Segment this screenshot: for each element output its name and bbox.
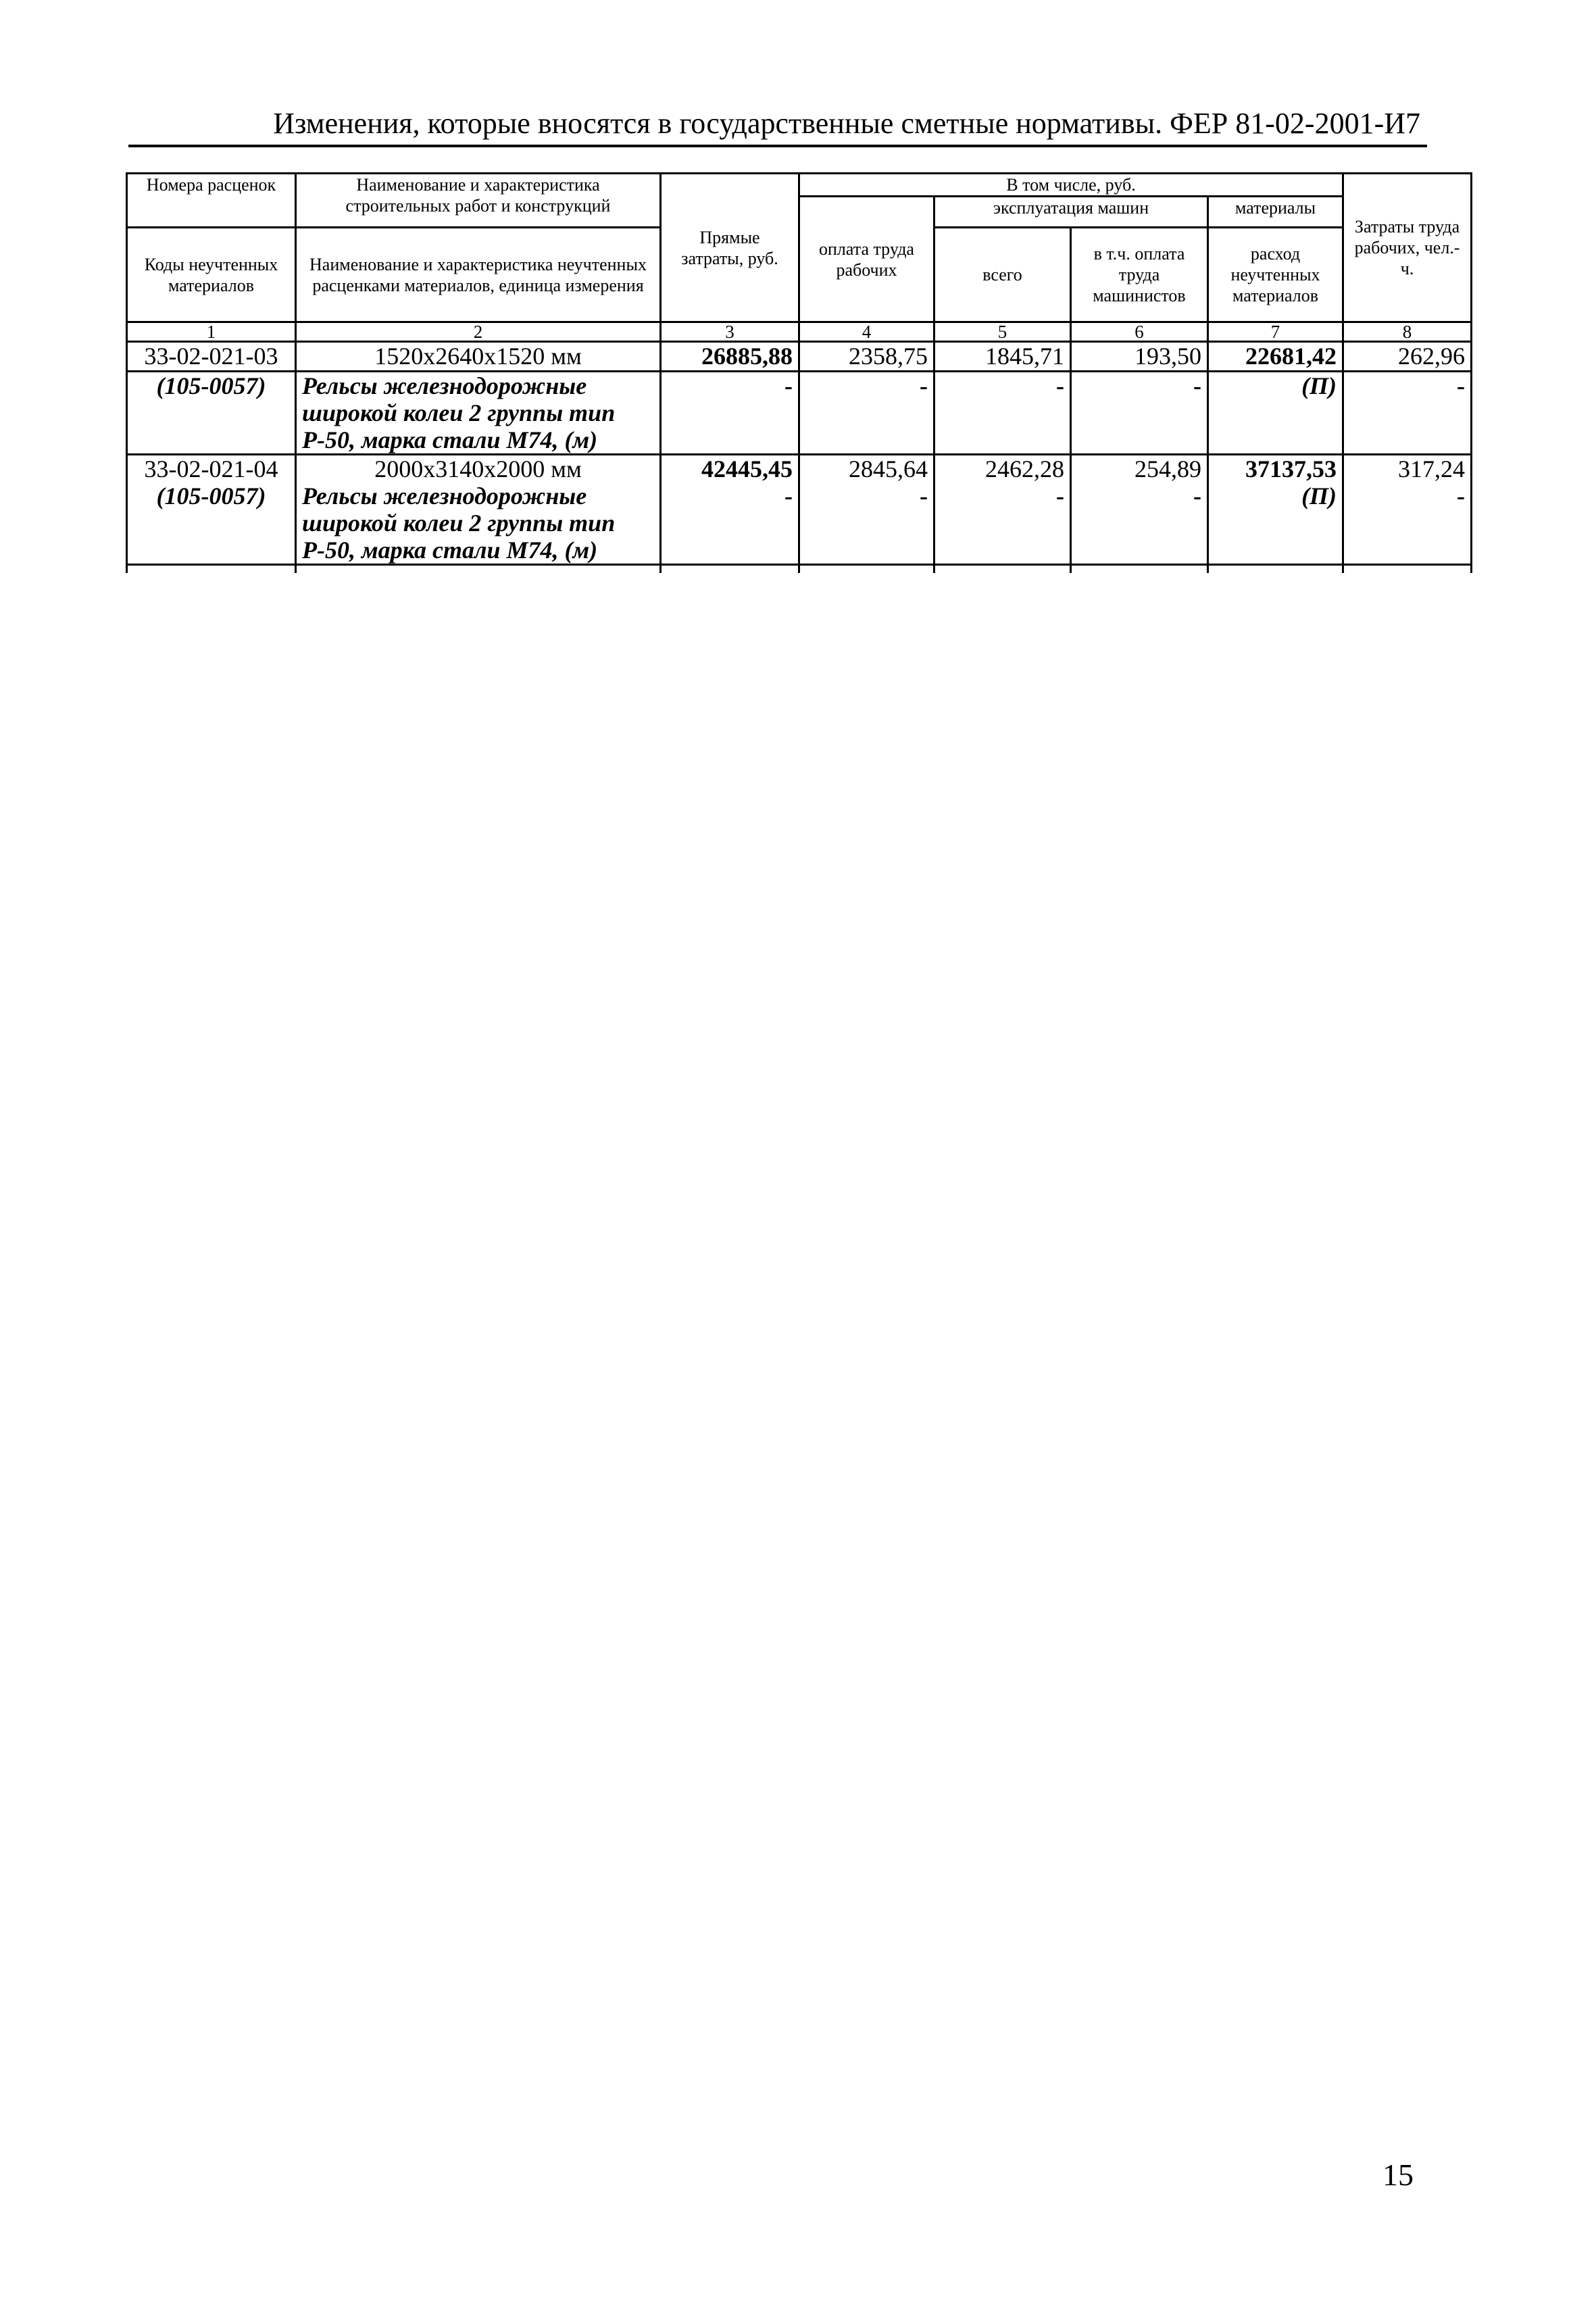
material-labor-hours: - [1343,372,1472,455]
col-number: 2 [296,322,661,342]
col-number: 3 [661,322,799,342]
material-machines-total: - [934,372,1071,455]
material-machinist-pay: - [1071,372,1208,455]
table-row [127,342,1472,372]
header-material-names: Наименование и характеристика неучтенных расценками материалов, единица измерения [296,228,661,322]
machinist-pay: 254,89 [1134,455,1201,482]
rate-code: 33-02-021-03 [127,342,296,372]
work-name-block [296,455,661,565]
worker-pay: 2845,64 [849,455,928,482]
header-materials: материалы [1208,197,1343,228]
material-machines-total: - [1056,482,1064,509]
direct-costs: 42445,45 [701,455,793,482]
table-row [127,455,1472,565]
rate-code: 33-02-021-04 [144,455,278,482]
header-title: Изменения, которые вносятся в государственные сметные нормативы. ФЕР 81-02-2001-И7 [273,107,1420,140]
header-labor-hours: Затраты труда рабочих, чел.-ч. [1343,174,1472,322]
materials-cost: 22681,42 [1208,342,1343,372]
header-material-usage: расход неучтенных материалов [1208,228,1343,322]
header-rate-numbers: Номера расценок [127,174,296,228]
header-worker-pay: оплата труда рабочих [799,197,934,322]
table-row-material [127,372,1472,455]
col-number: 1 [127,322,296,342]
machinist-pay-block [1071,455,1208,565]
material-code: (105-0057) [156,482,266,509]
page-number: 15 [1382,2158,1414,2192]
header-group: В том числе, руб. [799,174,1343,197]
rates-table [126,172,1472,573]
header-machinist-pay: в т.ч. оплата труда машинистов [1071,228,1208,322]
direct-costs-block [661,455,799,565]
rate-code-block [127,455,296,565]
material-worker-pay: - [799,372,934,455]
material-worker-pay: - [920,482,928,509]
work-name: 2000x3140x2000 мм [374,455,582,482]
col-number: 8 [1343,322,1472,342]
materials-cost: 37137,53 [1245,455,1337,482]
direct-costs: 26885,88 [661,342,799,372]
machines-total-block [934,455,1071,565]
work-name: 1520x2640x1520 мм [296,342,661,372]
header-row-1 [127,174,1472,197]
material-direct: - [661,372,799,455]
table-tail-row [127,565,1472,573]
machines-total: 2462,28 [985,455,1064,482]
material-usage-mark: (П) [1208,372,1343,455]
header-machines: эксплуатация машин [934,197,1208,228]
worker-pay: 2358,75 [799,342,934,372]
material-description: Рельсы железнодорожные широкой колеи 2 группы тип Р-50, марка стали М74, (м) [302,482,616,564]
materials-block [1208,455,1343,565]
material-usage-mark: (П) [1301,482,1337,509]
col-number: 5 [934,322,1071,342]
labor-hours: 262,96 [1343,342,1472,372]
column-numbers-row [127,322,1472,342]
col-number: 4 [799,322,934,342]
header-material-codes: Коды неучтенных материалов [127,228,296,322]
header-direct-costs: Прямые затраты, руб. [661,174,799,322]
material-description: Рельсы железнодорожные широкой колеи 2 группы тип Р-50, марка стали М74, (м) [296,372,661,455]
header-machines-total: всего [934,228,1071,322]
machines-total: 1845,71 [934,342,1071,372]
material-code: (105-0057) [127,372,296,455]
header-work-name: Наименование и характеристика строительных работ и конструкций [296,174,661,228]
labor-hours: 317,24 [1398,455,1466,482]
col-number: 6 [1071,322,1208,342]
col-number: 7 [1208,322,1343,342]
material-machinist-pay: - [1193,482,1201,509]
material-labor-hours: - [1457,482,1466,509]
labor-hours-block [1343,455,1472,565]
worker-pay-block [799,455,934,565]
material-direct: - [784,482,793,509]
machinist-pay: 193,50 [1071,342,1208,372]
page-header [128,107,1427,147]
